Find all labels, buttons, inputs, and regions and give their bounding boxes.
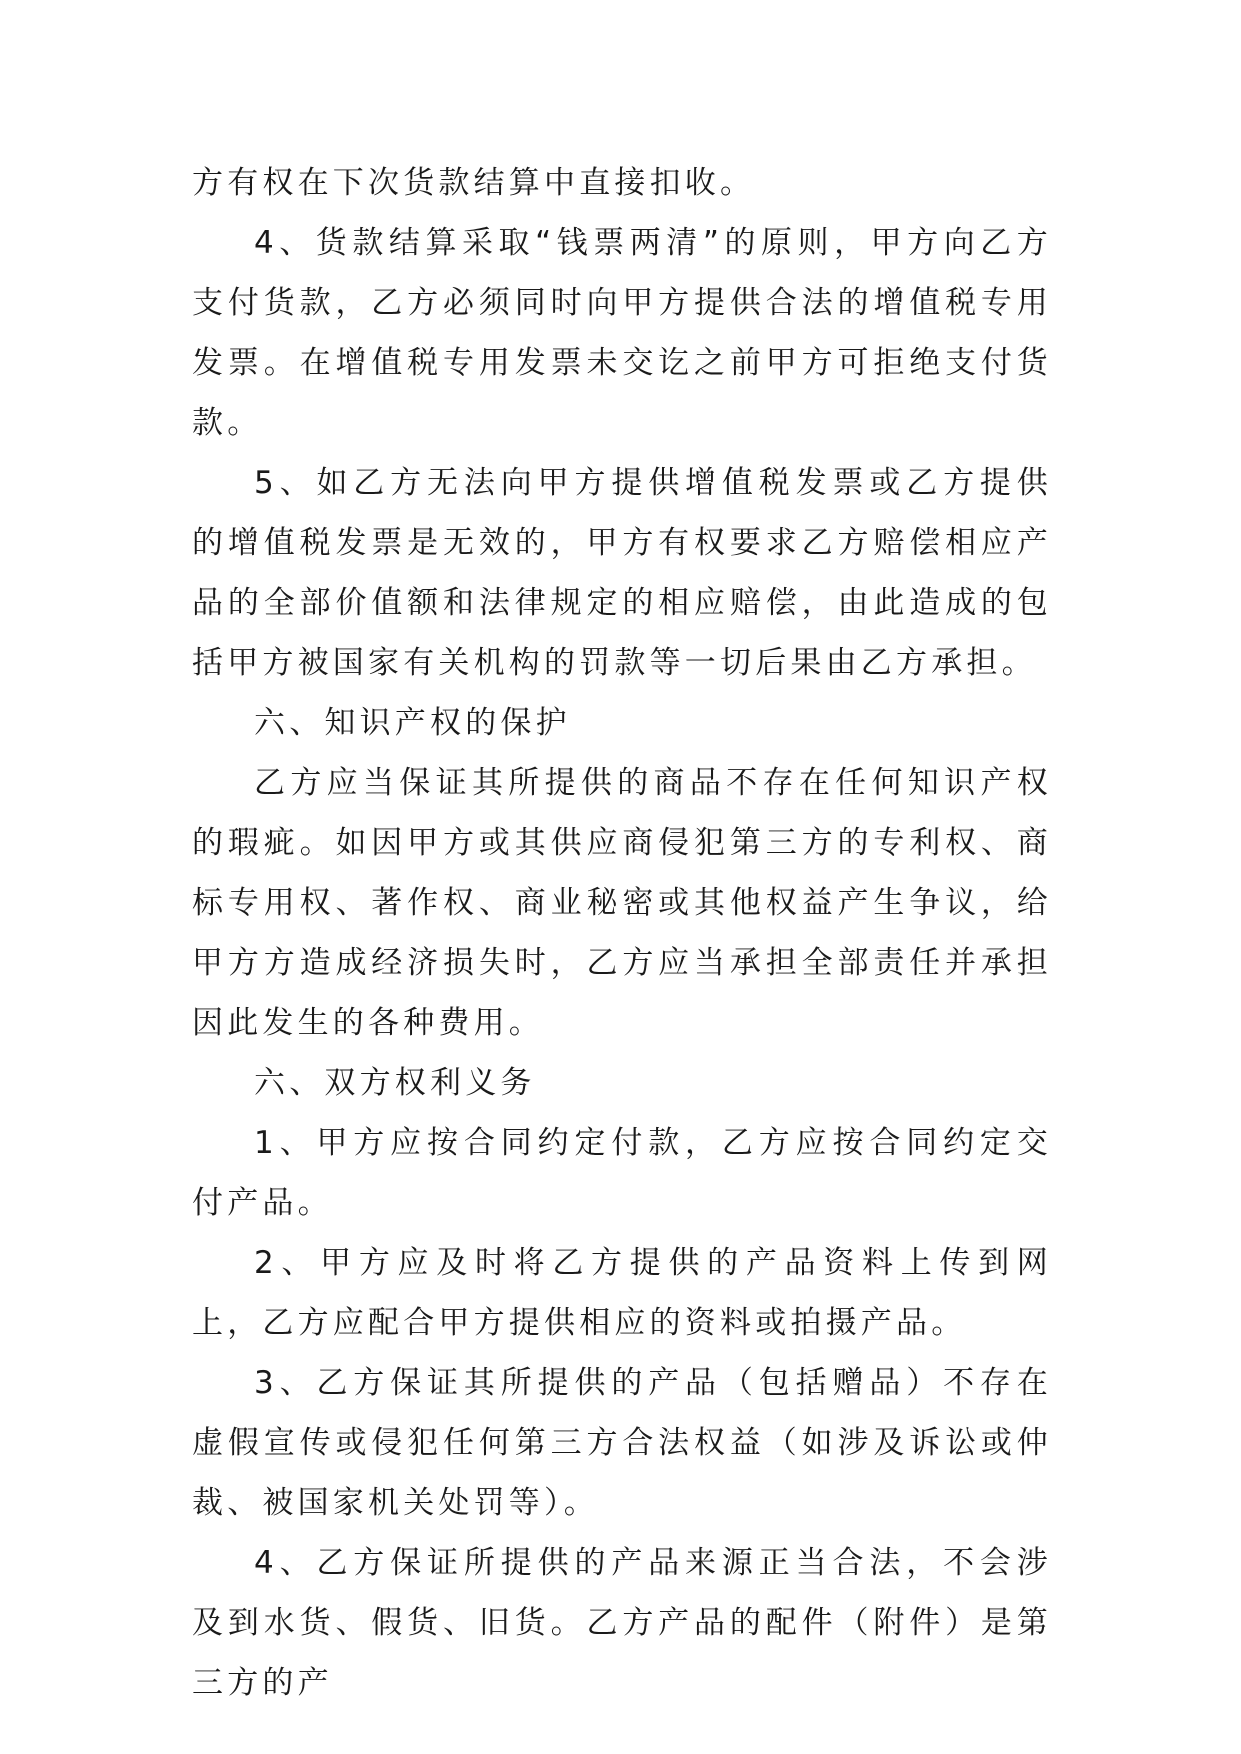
section-heading-rights-obligations: 六、双方权利义务 [254,1065,536,1101]
document-body [192,153,1052,1713]
paragraph-obligation-1: 1、甲方应按合同约定付款，乙方应按合同约定交付产品。 [192,1125,1052,1221]
paragraph-obligation-4: 4、乙方保证所提供的产品来源正当合法，不会涉及到水货、假货、旧货。乙方产品的配件（附件）是第三方的产 [192,1545,1052,1701]
paragraph-obligation-2: 2、甲方应及时将乙方提供的产品资料上传到网上，乙方应配合甲方提供相应的资料或拍摄产品。 [192,1245,1052,1341]
paragraph-obligation-3: 3、乙方保证其所提供的产品（包括赠品）不存在虚假宣传或侵犯任何第三方合法权益（如涉及诉讼或仲裁、被国家机关处罚等）。 [192,1365,1052,1521]
paragraph-clause-5-invoice: 5、如乙方无法向甲方提供增值税发票或乙方提供的增值税发票是无效的，甲方有权要求乙方赔偿相应产品的全部价值额和法律规定的相应赔偿，由此造成的包括甲方被国家有关机构的罚款等一切后果由乙方承担。 [192,465,1052,681]
paragraph-ip-protection: 乙方应当保证其所提供的商品不存在任何知识产权的瑕疵。如因甲方或其供应商侵犯第三方的专利权、商标专用权、著作权、商业秘密或其他权益产生争议，给甲方方造成经济损失时，乙方应当承担全部责任并承担因此发生的各种费用。 [192,765,1052,1041]
paragraph-continuation: 方有权在下次货款结算中直接扣收。 [192,165,756,201]
paragraph-clause-4-settlement: 4、货款结算采取“钱票两清”的原则，甲方向乙方支付货款，乙方必须同时向甲方提供合法的增值税专用发票。在增值税专用发票未交讫之前甲方可拒绝支付货款。 [192,225,1052,441]
section-heading-ip-protection: 六、知识产权的保护 [254,705,571,741]
